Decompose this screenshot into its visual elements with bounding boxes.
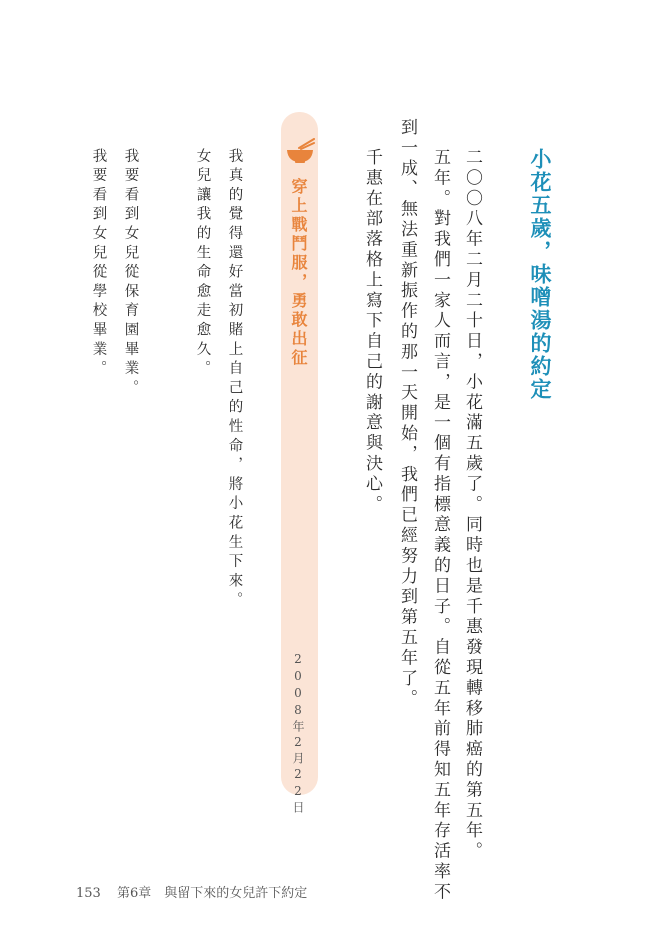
section-title: 小花五歲，味噌湯的約定 (528, 148, 553, 401)
body-paragraph-line: 五年。對我們一家人而言，是一個有指標意義的日子。自從五年前得知五年存活率不 (430, 148, 450, 903)
blog-quote-line: 我要看到女兒從學校畢業。 (90, 148, 107, 380)
chapter-running-head: 第6章 與留下來的女兒許下約定 (116, 886, 308, 901)
page-footer (76, 882, 307, 901)
blog-quote-line: 女兒讓我的生命愈走愈久。 (194, 148, 211, 380)
blog-entry-title: 穿上戰鬥服，勇敢出征 (289, 178, 308, 368)
blog-quote-line: 我真的覺得還好當初賭上自己的性命，將小花生下來。 (226, 148, 243, 612)
bowl-with-chopsticks-icon (285, 138, 315, 164)
blog-entry-date: 2008年2月22日 (291, 652, 305, 816)
body-paragraph-line: 到一成、無法重新振作的那一天開始，我們已經努力到第五年了。 (397, 118, 417, 710)
page-number: 153 (76, 886, 101, 901)
body-paragraph-line: 千惠在部落格上寫下自己的謝意與決心。 (362, 148, 382, 516)
blog-quote-line: 我要看到女兒從保育園畢業。 (122, 148, 139, 399)
body-paragraph-line: 二〇〇八年二月二十日，小花滿五歲了。同時也是千惠發現轉移肺癌的第五年。 (462, 148, 482, 862)
